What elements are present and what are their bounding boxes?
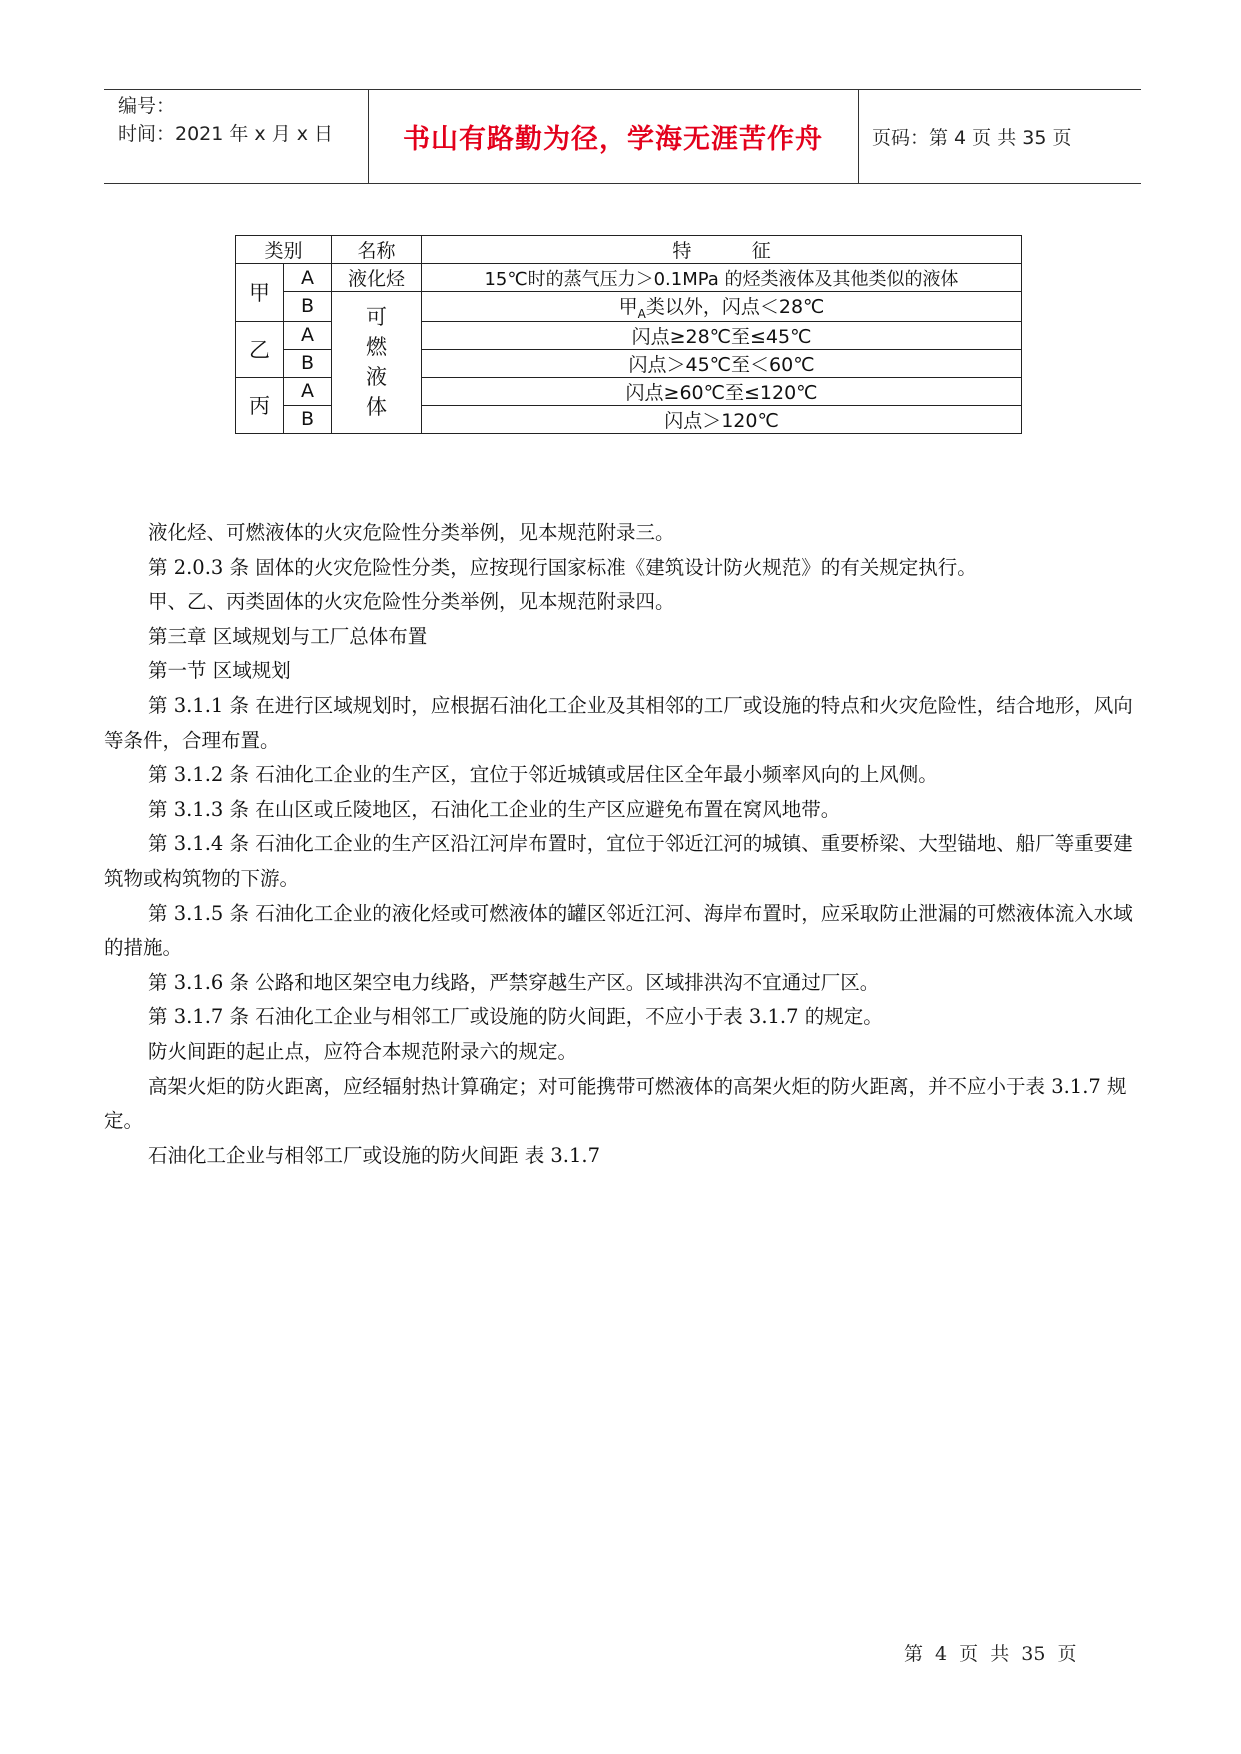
body-text [104, 516, 1141, 1173]
chapter-heading: 第三章 区域规划与工厂总体布置 [148, 624, 428, 648]
table-row [236, 264, 1022, 292]
feature-rest: 类以外，闪点＜28℃ [645, 296, 825, 318]
subclass-cell: A [284, 377, 332, 405]
doc-time-label: 时间：2021 年 x 月 x 日 [118, 123, 334, 145]
header-page-label: 页码：第 4 页 共 35 页 [872, 127, 1072, 149]
subclass-cell: B [284, 349, 332, 377]
page-footer: 第 4 页 共 35 页 [904, 1643, 1077, 1665]
header-meta [118, 92, 368, 148]
name-cell-lpg: 液化烃 [332, 264, 422, 292]
paragraph: 液化烃、可燃液体的火灾危险性分类举例，见本规范附录三。 [148, 521, 675, 544]
header-motto: 书山有路勤为径，学海无涯苦作舟 [403, 124, 823, 155]
doc-number-label: 编号： [118, 95, 176, 117]
paragraph: 高架火炬的防火距离，应经辐射热计算确定；对可能携带可燃液体的高架火炬的防火距离，并不应小于表 3.1.7 规定。 [104, 1074, 1127, 1133]
paragraph: 第 3.1.5 条 石油化工企业的液化烃或可燃液体的罐区邻近江河、海岸布置时，应采取防止泄漏的可燃液体流入水域的措施。 [104, 901, 1133, 960]
feature-cell: 闪点＞45℃至＜60℃ [422, 349, 1022, 377]
subclass-cell: A [284, 321, 332, 349]
subclass-cell: B [284, 292, 332, 322]
paragraph: 防火间距的起止点，应符合本规范附录六的规定。 [148, 1039, 578, 1063]
name-char: 可 [366, 305, 388, 330]
section-heading: 第一节 区域规划 [148, 659, 291, 683]
name-cell-flammable-liquid [332, 292, 422, 434]
feature-cell: 15℃时的蒸气压力＞0.1MPa 的烃类液体及其他类似的液体 [422, 264, 1022, 292]
name-char: 体 [366, 395, 388, 420]
feature-cell: 闪点≥60℃至≤120℃ [422, 377, 1022, 405]
page-header [104, 89, 1141, 184]
subclass-cell: A [284, 264, 332, 292]
paragraph: 第 3.1.7 条 石油化工企业与相邻工厂或设施的防火间距，不应小于表 3.1.7 的规定。 [148, 1005, 883, 1029]
fire-hazard-class-table [235, 235, 1022, 434]
paragraph: 甲、乙、丙类固体的火灾危险性分类举例，见本规范附录四。 [148, 590, 675, 614]
table-caption: 石油化工企业与相邻工厂或设施的防火间距 表 3.1.7 [148, 1143, 601, 1167]
feature-cell: 闪点＞120℃ [422, 405, 1022, 433]
class-cell-yi: 乙 [236, 321, 284, 377]
feature-main: 甲 [618, 296, 638, 318]
paragraph: 第 3.1.1 条 在进行区域规划时，应根据石油化工企业及其相邻的工厂或设施的特点和火灾危险性，结合地形，风向等条件，合理布置。 [104, 693, 1133, 752]
paragraph: 第 3.1.6 条 公路和地区架空电力线路，严禁穿越生产区。区域排洪沟不宜通过厂区。 [148, 970, 880, 994]
header-divider-right [858, 90, 859, 183]
class-cell-jia: 甲 [236, 264, 284, 322]
feature-cell [422, 292, 1022, 322]
feature-cell: 闪点≥28℃至≤45℃ [422, 321, 1022, 349]
header-category: 类别 [236, 236, 332, 264]
feature-subscript: A [637, 306, 646, 321]
name-char: 液 [366, 365, 388, 390]
class-cell-bing: 丙 [236, 377, 284, 433]
subclass-cell: B [284, 405, 332, 433]
paragraph: 第 3.1.4 条 石油化工企业的生产区沿江河岸布置时，宜位于邻近江河的城镇、重要桥梁、大型锚地、船厂等重要建筑物或构筑物的下游。 [104, 832, 1133, 890]
table-row [236, 292, 1022, 322]
table-header-row [236, 236, 1022, 264]
paragraph: 第 2.0.3 条 固体的火灾危险性分类，应按现行国家标准《建筑设计防火规范》的有关规定执行。 [148, 555, 977, 579]
paragraph: 第 3.1.3 条 在山区或丘陵地区，石油化工企业的生产区应避免布置在窝风地带。 [148, 797, 841, 821]
paragraph: 第 3.1.2 条 石油化工企业的生产区，宜位于邻近城镇或居住区全年最小频率风向的上风侧。 [148, 763, 938, 787]
name-char: 燃 [366, 335, 388, 360]
header-name: 名称 [332, 236, 422, 264]
header-feature: 特 征 [422, 236, 1022, 264]
